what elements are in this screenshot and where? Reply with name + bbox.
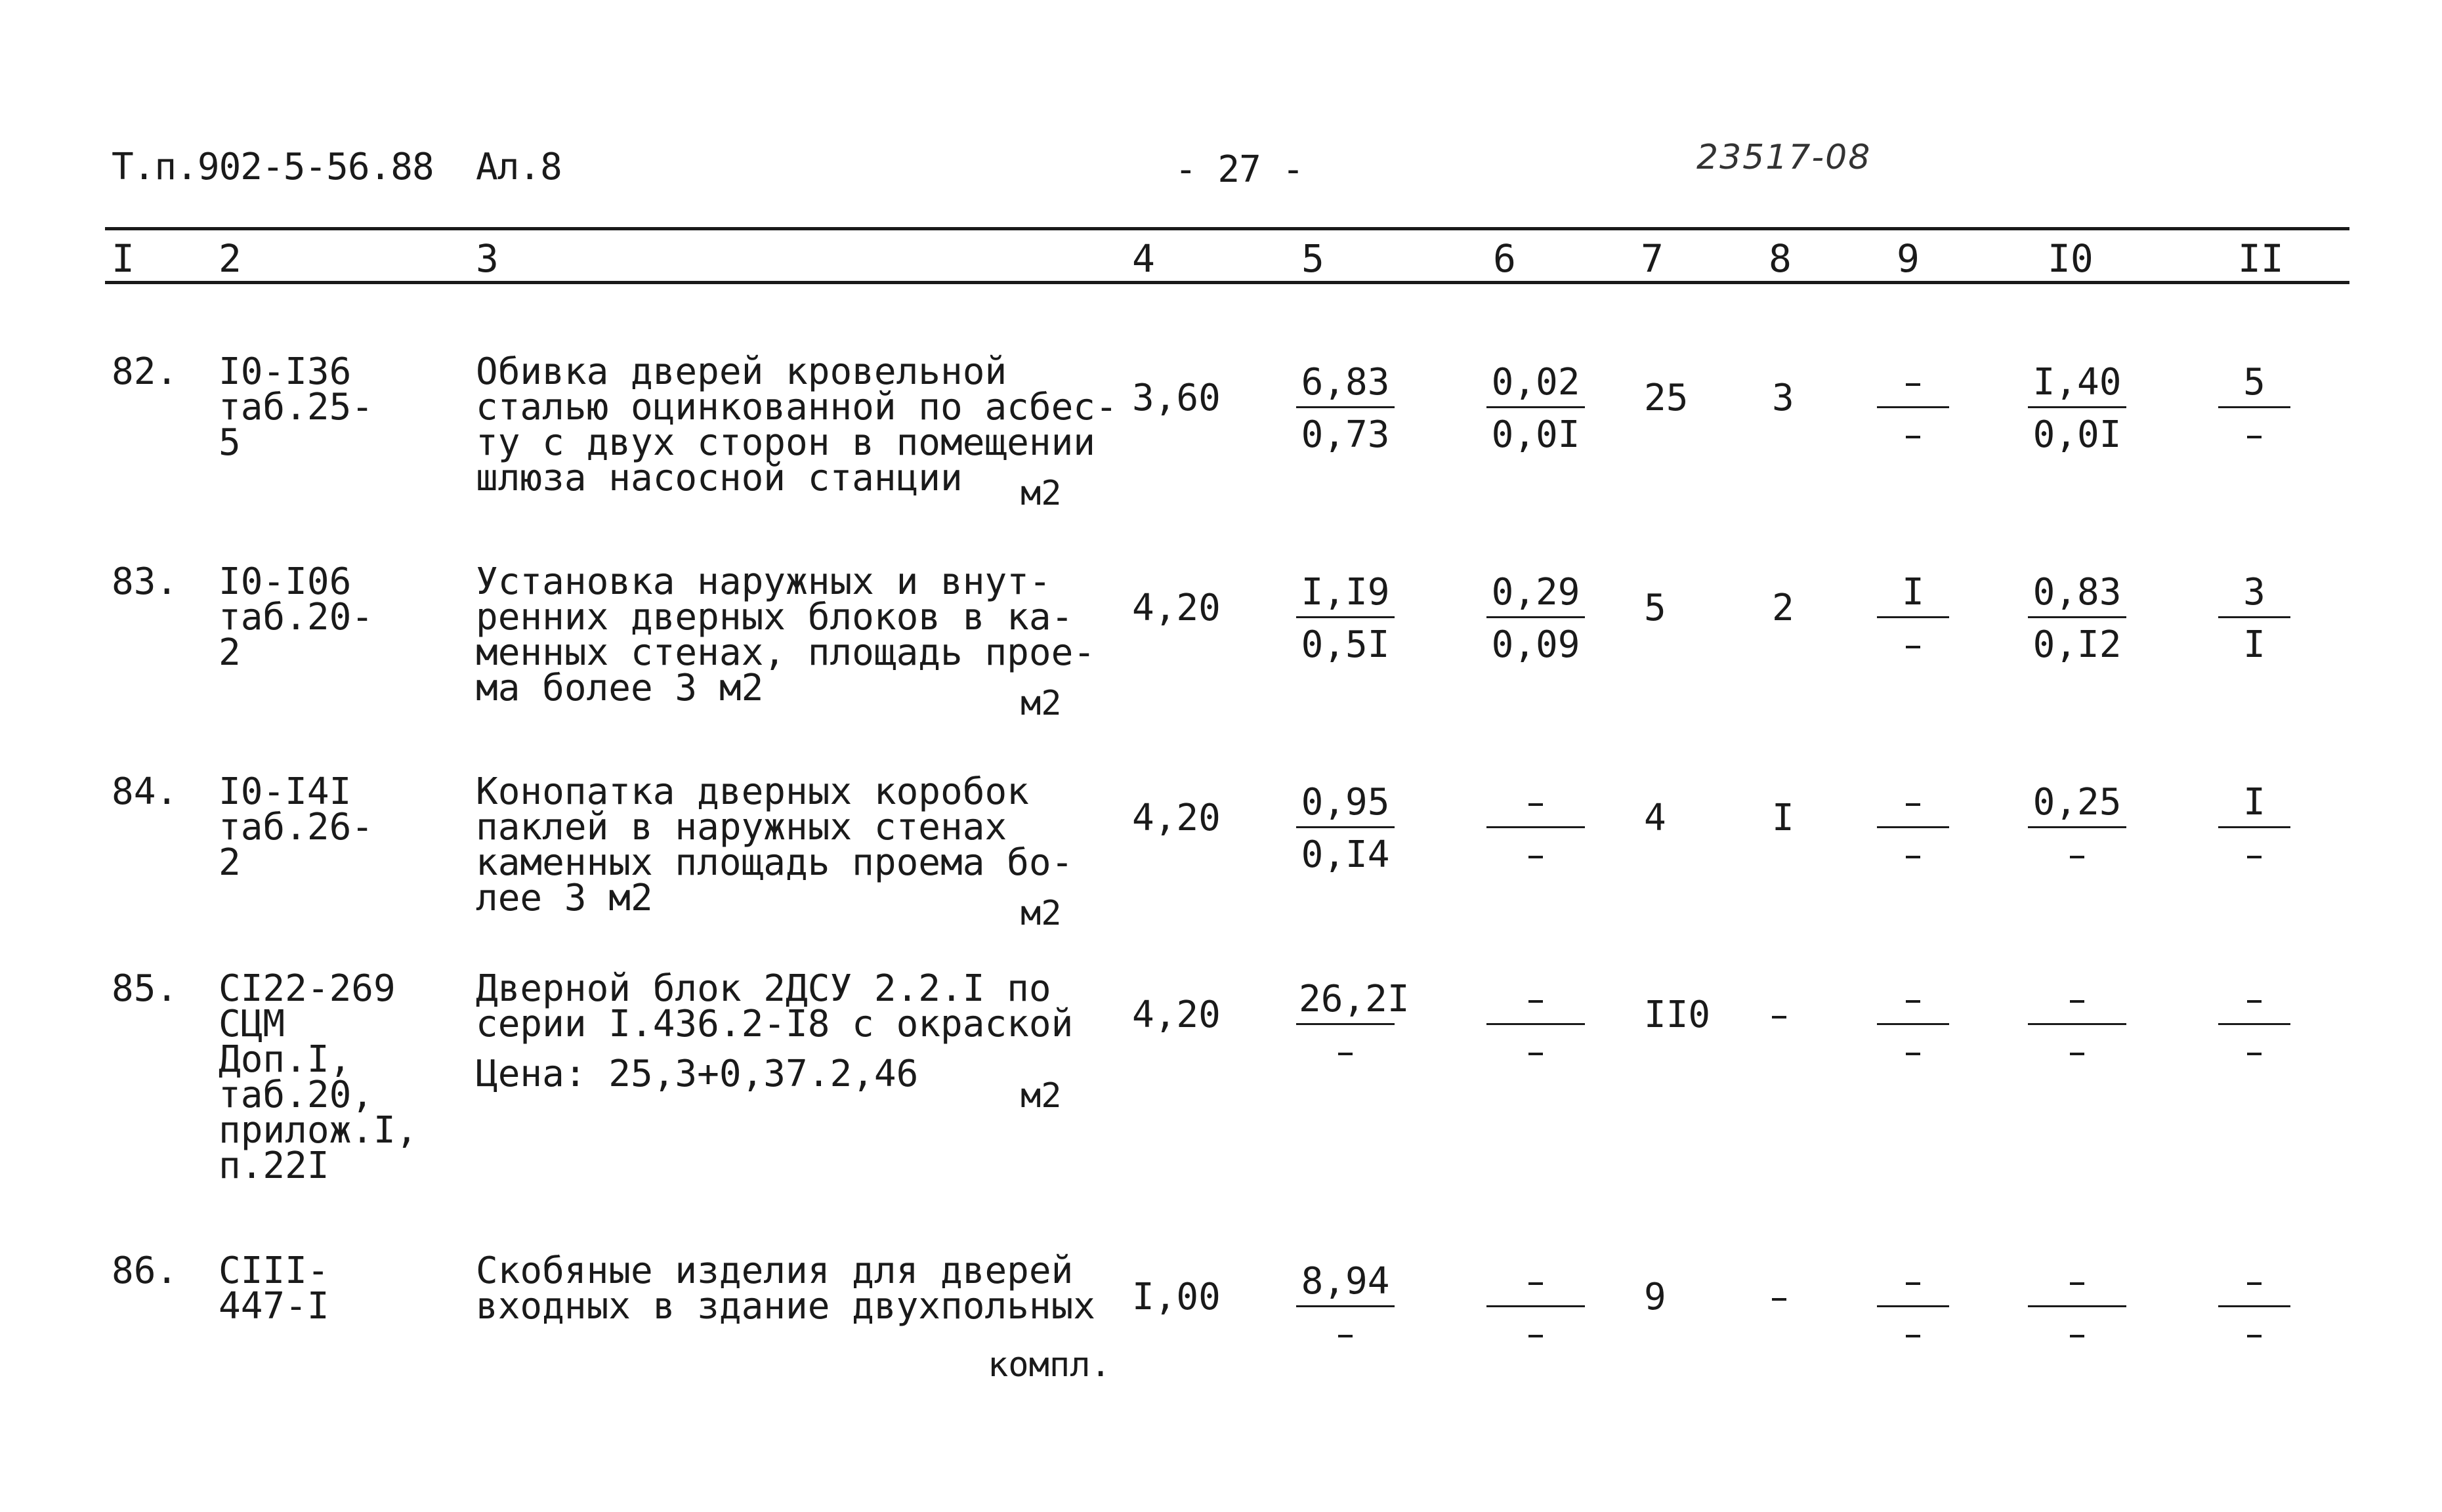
rate-code [219,1250,329,1328]
column-9-value-numerator [1877,361,1949,408]
rate-code-line: I0-I06 [219,560,352,603]
column-number-8: 8 [1769,236,1792,281]
description-line: Установка наружных и внут- [476,560,1051,603]
column-9-value [1877,1260,1949,1355]
unit-of-measure: м2 [1021,894,1062,933]
dash-mark [1528,803,1543,806]
column-6-value [1486,361,1585,456]
dash-mark [2070,856,2084,858]
column-5-value [1296,781,1395,876]
column-number-6: 6 [1493,236,1516,281]
dash-mark [1338,1053,1353,1055]
column-6-value-numerator: 0,02 [1486,361,1585,408]
column-6-value-numerator [1486,1260,1585,1307]
work-description [476,1250,1096,1328]
dash-mark [2070,1053,2084,1055]
column-9-value-numerator [1877,978,1949,1025]
column-6-value [1486,1260,1585,1355]
column-6-value-numerator [1486,978,1585,1025]
column-6-value [1486,978,1585,1073]
column-9-value-numerator [1877,1260,1949,1307]
rate-code-line: СIII-447-I [219,1250,329,1328]
dash-mark [1906,1282,1920,1285]
column-5-value-denominator [1296,1025,1395,1073]
column-7-value: 25 [1644,377,1689,419]
rate-code-line: таб.20-2 [219,596,374,674]
dash-mark [1528,1000,1543,1003]
column-5-value-numerator: 8,94 [1296,1260,1395,1307]
column-10-value [2028,571,2126,666]
dash-mark [1338,1335,1353,1337]
column-11-value-numerator [2218,978,2290,1025]
column-number-2: 2 [219,236,242,281]
column-7-value: 5 [1644,587,1666,629]
dash-mark [1906,646,1920,648]
rate-code-line: I0-I4I [219,770,352,813]
dash-mark [1906,1053,1920,1055]
description-line: ту с двух сторон в помещении [476,421,1096,464]
dash-mark [1906,383,1920,386]
rate-code-line: п.22I [219,1144,329,1187]
column-11-value-denominator [2218,408,2290,456]
column-11-value-denominator [2218,1025,2290,1073]
row-number: 82. [112,350,179,393]
column-11-value-numerator: 5 [2218,361,2290,408]
table-top-rule [105,227,2349,230]
column-10-value [2028,781,2126,876]
column-5-value [1296,571,1395,666]
column-11-value [2218,361,2290,456]
unit-of-measure: м2 [1021,474,1062,513]
column-header-rule [105,281,2349,284]
column-11-value-numerator [2218,1260,2290,1307]
column-7-value: II0 [1644,994,1711,1036]
dash-mark [1528,1335,1543,1337]
description-line: сталью оцинкованной по асбес- [476,386,1118,429]
column-9-value-denominator [1877,1307,1949,1355]
dash-mark [1772,1298,1786,1301]
rate-code-line: прилож.I, [219,1109,418,1152]
dash-mark [2247,1282,2262,1285]
column-5-value-numerator: 6,83 [1296,361,1395,408]
work-description [476,770,1074,919]
column-10-value-denominator [2028,828,2126,876]
unit-of-measure: м2 [1021,1076,1062,1116]
unit-of-measure: м2 [1021,684,1062,723]
description-line: менных стенах, площадь прое- [476,631,1096,674]
row-number: 85. [112,967,179,1010]
column-6-value-numerator: 0,29 [1486,571,1585,618]
column-11-value [2218,1260,2290,1355]
column-5-value [1296,1260,1395,1355]
column-9-value [1877,781,1949,876]
column-5-value [1296,361,1395,456]
doc-code: Т.п.902-5-56.88 [112,146,434,188]
description-line: Конопатка дверных коробок [476,770,1029,813]
column-5-value [1296,978,1410,1073]
column-11-value-denominator [2218,828,2290,876]
column-10-value [2028,361,2126,456]
column-number-11: II [2238,236,2284,281]
dash-mark [1528,1053,1543,1055]
description-line: ренних дверных блоков в ка- [476,596,1074,639]
column-number-1: I [112,236,135,281]
rate-code-line: I0-I36 [219,350,352,393]
column-10-value-numerator: 0,25 [2028,781,2126,828]
dash-mark [2247,856,2262,858]
column-9-value-numerator: I [1877,571,1949,618]
column-5-value-numerator: I,I9 [1296,571,1395,618]
rate-code [219,350,374,464]
column-6-value [1486,781,1585,876]
column-10-value-denominator [2028,1025,2126,1073]
page-number: - 27 - [1175,148,1304,191]
column-number-9: 9 [1897,236,1920,281]
handwritten-code: 23517-08 [1696,138,1872,177]
description-line: серии I.436.2-I8 с окраской [476,1003,1074,1045]
column-number-10: I0 [2048,236,2094,281]
column-11-value [2218,781,2290,876]
column-6-value-numerator [1486,781,1585,828]
description-line: каменных площадь проема бо- [476,841,1074,884]
column-9-value [1877,571,1949,666]
dash-mark [1906,1335,1920,1337]
column-6-value-denominator [1486,1025,1585,1073]
column-11-value-numerator: 3 [2218,571,2290,618]
dash-mark [2247,1335,2262,1337]
rate-code [219,560,374,674]
dash-mark [1528,856,1543,858]
rate-code-line: Доп.I, [219,1038,352,1081]
column-6-value-denominator: 0,09 [1491,623,1580,666]
quantity: 4,20 [1132,994,1221,1036]
description-line: лее 3 м2 [476,877,653,919]
column-10-value-numerator [2028,1260,2126,1307]
column-8-value: I [1772,797,1794,839]
column-9-value-denominator [1877,828,1949,876]
column-7-value: 9 [1644,1276,1666,1318]
work-description [476,967,1074,1095]
rate-code-line: таб.26-2 [219,806,374,884]
quantity: I,00 [1132,1276,1221,1318]
column-8-value: 2 [1772,587,1794,629]
dash-mark [1528,1282,1543,1285]
column-10-value [2028,978,2126,1073]
dash-mark [2070,1282,2084,1285]
column-number-3: 3 [476,236,499,281]
description-line: Дверной блок 2ДСУ 2.2.I по [476,967,1051,1010]
dash-mark [2247,1053,2262,1055]
column-11-value-denominator: I [2243,623,2265,666]
column-10-value-numerator [2028,978,2126,1025]
column-10-value-denominator [2028,1307,2126,1355]
column-number-5: 5 [1301,236,1324,281]
dash-mark [2070,1335,2084,1337]
column-11-value-denominator [2218,1307,2290,1355]
description-line: входных в здание двухпольных [476,1285,1096,1328]
description-line: паклей в наружных стенах [476,806,1007,849]
album-label: Ал.8 [476,146,562,188]
column-number-4: 4 [1132,236,1155,281]
dash-mark [2247,436,2262,438]
dash-mark [1906,1000,1920,1003]
quantity: 3,60 [1132,377,1221,419]
column-6-value [1486,571,1585,666]
dash-mark [2247,1000,2262,1003]
description-line: шлюза насосной станции [476,457,963,499]
quantity: 4,20 [1132,587,1221,629]
column-11-value [2218,978,2290,1073]
column-8-value [1772,998,1786,1033]
column-5-value-denominator: 0,5I [1301,623,1390,666]
column-9-value-denominator [1877,1025,1949,1073]
rate-code-line: СЦМ [219,1003,285,1045]
row-number: 83. [112,560,179,603]
column-5-value-numerator: 0,95 [1296,781,1395,828]
column-6-value-denominator [1486,828,1585,876]
dash-mark [1906,856,1920,858]
dash-mark [2070,1000,2084,1003]
column-6-value-denominator [1486,1307,1585,1355]
price-note: Цена: 25,3+0,37.2,46 [476,1053,919,1095]
column-7-value: 4 [1644,797,1666,839]
rate-code-line: таб.25-5 [219,386,374,464]
column-5-value-denominator: 0,73 [1301,413,1390,456]
rate-code [219,770,374,884]
column-11-value [2218,571,2290,666]
column-8-value [1772,1280,1786,1315]
column-10-value-numerator: 0,83 [2028,571,2126,618]
row-number: 86. [112,1250,179,1292]
column-9-value [1877,978,1949,1073]
work-description [476,560,1096,709]
column-10-value [2028,1260,2126,1355]
rate-code-line: таб.20, [219,1074,374,1116]
quantity: 4,20 [1132,797,1221,839]
dash-mark [1906,436,1920,438]
description-line: ма более 3 м2 [476,667,764,709]
dash-mark [1906,803,1920,806]
column-11-value-numerator: I [2218,781,2290,828]
column-5-value-denominator: 0,I4 [1301,833,1390,876]
column-10-value-numerator: I,40 [2028,361,2126,408]
description-line: Обивка дверей кровельной [476,350,1007,393]
column-5-value-denominator [1296,1307,1395,1355]
column-9-value-numerator [1877,781,1949,828]
column-8-value: 3 [1772,377,1794,419]
unit-of-measure: компл. [988,1345,1111,1385]
column-9-value-denominator [1877,618,1949,666]
column-6-value-denominator: 0,0I [1491,413,1580,456]
column-5-value-numerator: 26,2I [1296,978,1395,1025]
column-9-value-denominator [1877,408,1949,456]
column-9-value [1877,361,1949,456]
column-10-value-denominator: 0,I2 [2032,623,2122,666]
column-10-value-denominator: 0,0I [2032,413,2122,456]
dash-mark [1772,1016,1786,1018]
row-number: 84. [112,770,179,813]
rate-code-line: СI22-269 [219,967,396,1010]
column-number-7: 7 [1641,236,1664,281]
description-line: Скобяные изделия для дверей [476,1250,1074,1292]
rate-code [219,967,418,1187]
